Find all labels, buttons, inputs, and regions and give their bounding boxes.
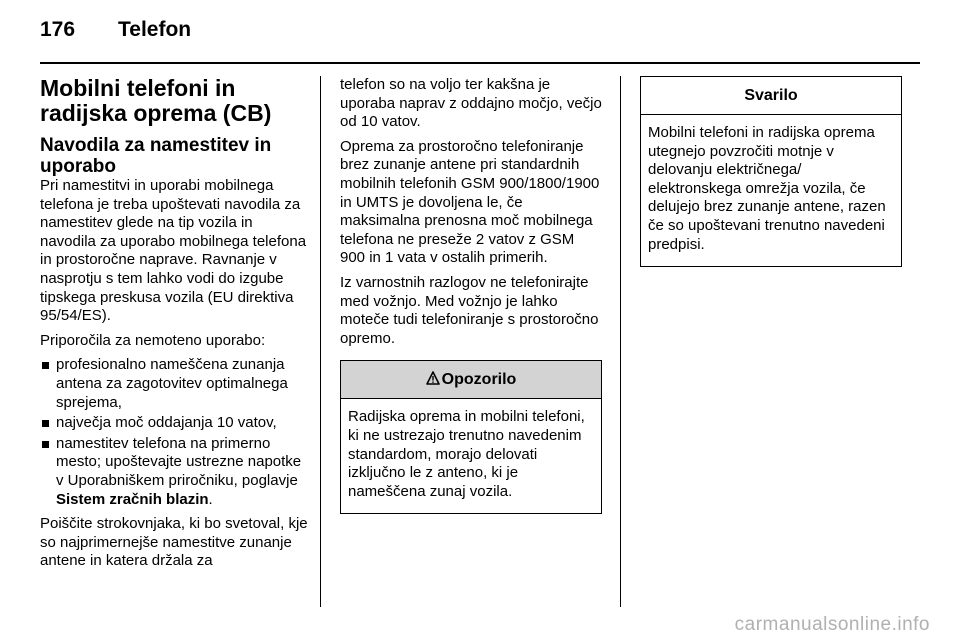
paragraph: Priporočila za nemoteno uporabo: [40,331,266,349]
column-1 [40,76,310,577]
column-3 [640,76,902,267]
list-item: profesionalno nameščena zunanja antena za zagotovitev optimalnega sprejema, [40,356,310,412]
warning-header [341,361,601,399]
warning-box [340,360,602,514]
page-header [40,18,920,48]
section-subtitle: Navodila za namestitev in uporabo [40,135,272,177]
list-item: namestitev telefona na primerno mesto; upoštevajte ustrezne napotke v Uporabniškem priročniku, poglavje Sistem zračnih blazin. [40,435,310,509]
watermark: carmanualsonline.info [734,614,930,635]
bullet-square-icon [42,362,49,369]
header-rule [40,62,920,64]
bullet-square-icon [42,420,49,427]
chapter-title: Telefon [118,18,192,41]
caution-text: Mobilni telefoni in radijska oprema utegnejo povzročiti motnje v delovanju električnega/ elektronskega omrežja vozila, če delujejo brez zunanje antene, razen če so upoštevani trenutno navedeni predpisi. [648,124,886,253]
paragraph: Oprema za prostoročno telefoniranje brez zunanje antene pri standardnih mobilnih telefonih GSM 900/1800/1900 in UMTS je dovoljena le, če maksimalna prenosna moč mobilnega telefona ne preseže 2 vatov z GSM 900 in 1 vata v ostalih primerih. [340,137,600,267]
cross-reference-link[interactable]: Sistem zračnih blazin [56,490,209,508]
warning-title: Opozorilo [441,371,517,389]
page-number: 176 [40,18,76,41]
paragraph: telefon so na voljo ter kakšna je uporaba naprav z oddajno močjo, večjo od 10 vatov. [340,76,602,131]
bullet-square-icon [42,441,49,448]
caution-box [640,76,902,267]
caution-header: Svarilo [641,77,901,115]
recommendation-list [40,356,310,509]
section-title: Mobilni telefoni in radijska oprema (CB) [40,75,272,126]
paragraph: Poiščite strokovnjaka, ki bo svetoval, kje so najprimernejše namestitve zunanje antene in katera držala za [40,515,308,570]
column-divider [320,76,321,607]
warning-triangle-icon [426,371,440,385]
list-item: največja moč oddajanja 10 vatov, [40,414,310,433]
warning-text: Radijska oprema in mobilni telefoni, ki ne ustrezajo trenutno navedenim standardom, morajo delovati izključno le z anteno, ki je nameščena zunaj vozila. [348,408,585,500]
column-divider [620,76,621,607]
paragraph: Iz varnostnih razlogov ne telefonirajte med vožnjo. Med vožnjo je lahko moteče tudi telefoniranje s prostoročno opremo. [340,273,599,347]
paragraph: Pri namestitvi in uporabi mobilnega telefona je treba upoštevati navodila za namestitev glede na tip vozila in navodila za uporabo mobilnega telefona in prostoročne naprave. Ravnanje v nasprotju s tem lahko vodi do izgube tipskega preskusa vozila (EU direktiva 95/54/ES). [40,177,307,325]
column-2 [340,76,602,514]
